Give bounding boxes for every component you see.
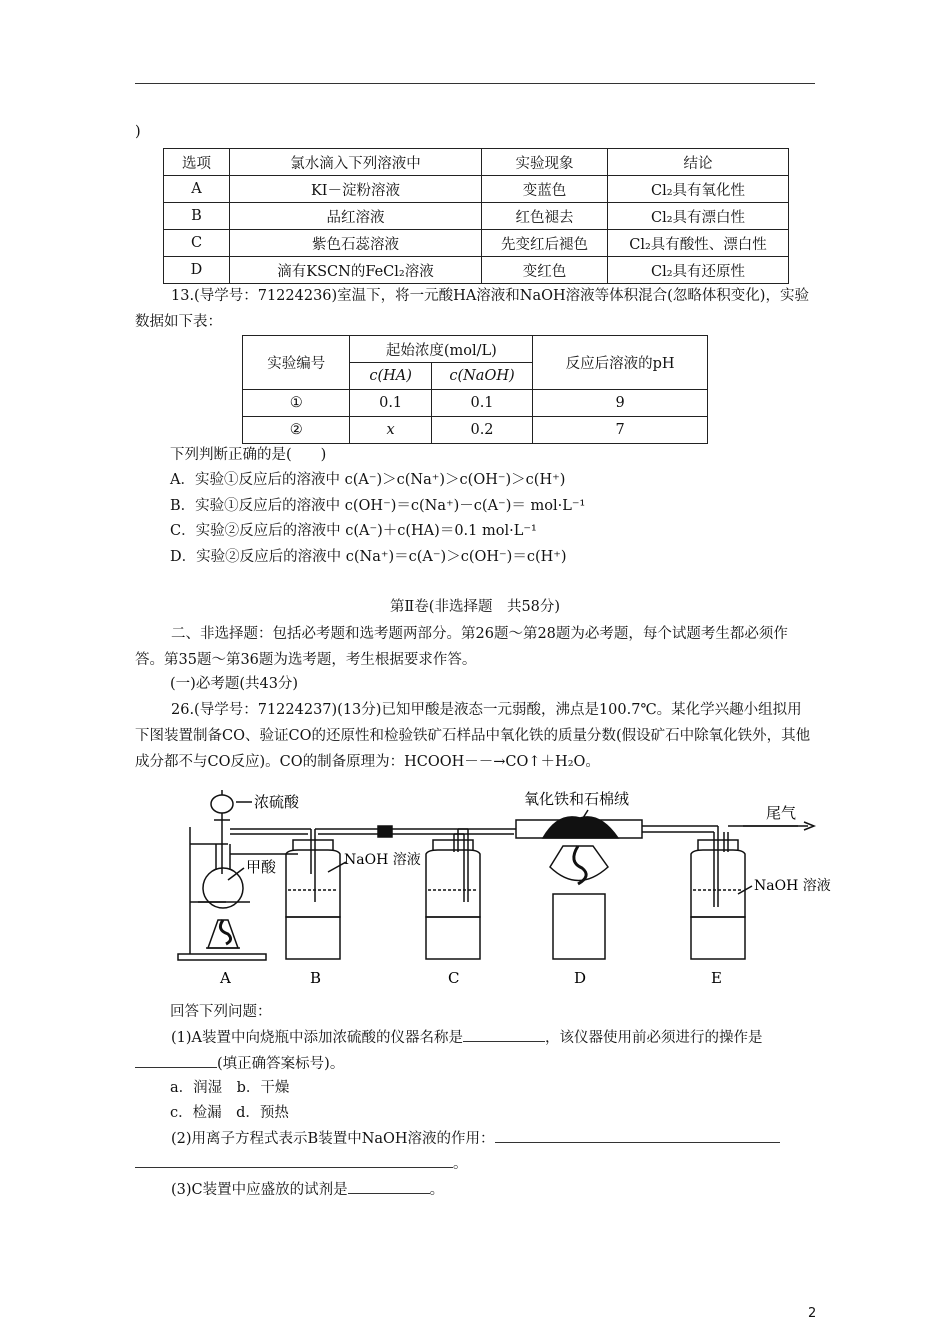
table-row	[164, 176, 789, 203]
table-row	[164, 257, 789, 284]
label-formic-acid: 甲酸	[246, 858, 277, 876]
table-header: 选项	[164, 149, 230, 176]
continuation-paren: )	[135, 124, 141, 140]
table-cell: x	[350, 417, 431, 444]
table-cell: 7	[533, 417, 708, 444]
part2-title: 第Ⅱ卷(非选择题 共58分)	[389, 599, 561, 615]
q13-option-b: B．实验①反应后的溶液中 c(OH⁻)＝c(Na⁺)－c(A⁻)＝ mol·L⁻¹	[170, 498, 586, 514]
table-header: 氯水滴入下列溶液中	[230, 149, 482, 176]
q26-p2-text: (2)用离子方程式表示B装置中NaOH溶液的作用：	[171, 1131, 495, 1147]
table-cell: 滴有KSCN的FeCl₂溶液	[230, 257, 482, 284]
table-row	[243, 417, 708, 444]
table-cell: Cl₂具有还原性	[608, 257, 789, 284]
q26-p1-text-a: (1)A装置中向烧瓶中添加浓硫酸的仪器名称是	[171, 1030, 464, 1046]
table-cell: 先变红后褪色	[482, 230, 608, 257]
q26-p2-end: 。	[453, 1156, 468, 1172]
q26-part2	[171, 1127, 780, 1148]
table-row	[164, 203, 789, 230]
gas-bottle-b	[286, 840, 340, 917]
q12-table	[163, 148, 789, 284]
q13-option-d: D．实验②反应后的溶液中 c(Na⁺)＝c(A⁻)＞c(OH⁻)＝c(H⁺)	[170, 549, 567, 565]
answer-blank-1[interactable]	[463, 1026, 545, 1042]
table-cell: 红色褪去	[482, 203, 608, 230]
table-row	[164, 149, 789, 176]
table-cell: 0.2	[431, 417, 532, 444]
q13-option-a: A．实验①反应后的溶液中 c(A⁻)＞c(Na⁺)＞c(OH⁻)＞c(H⁺)	[170, 472, 566, 488]
table-cell: 变蓝色	[482, 176, 608, 203]
q26-p1-options-cd: c．检漏 d．预热	[170, 1105, 289, 1121]
label-conc-acid: 浓硫酸	[254, 793, 300, 811]
letter-b: B	[310, 969, 322, 987]
table-header: 起始浓度(mol/L)	[350, 336, 533, 363]
q26-p3-end: 。	[429, 1182, 445, 1198]
table-cell: Cl₂具有氧化性	[608, 176, 789, 203]
table-header: c(NaOH)	[431, 363, 532, 390]
answer-blank-4[interactable]	[135, 1152, 453, 1168]
alcohol-lamp-d	[550, 846, 608, 881]
part2-sub: (一)必考题(共43分)	[170, 676, 299, 692]
answer-blank-2[interactable]	[135, 1052, 217, 1068]
gas-bottle-c	[426, 840, 480, 917]
q26-part3	[171, 1178, 444, 1199]
table-cell: Cl₂具有漂白性	[608, 203, 789, 230]
letter-c: C	[448, 969, 460, 987]
answer-blank-3[interactable]	[495, 1127, 780, 1143]
block-b	[286, 917, 340, 959]
stand-base	[178, 954, 266, 960]
table-cell: Cl₂具有酸性、漂白性	[608, 230, 789, 257]
q13-option-c: C．实验②反应后的溶液中 c(A⁻)＋c(HA)＝0.1 mol·L⁻¹	[170, 523, 537, 539]
q13-ask: 下列判断正确的是( )	[170, 447, 327, 463]
label-tail-gas: 尾气	[766, 804, 797, 822]
table-cell: 变红色	[482, 257, 608, 284]
letter-a: A	[220, 969, 231, 987]
q13-stem: 13.(导学号：71224236)室温下，将一元酸HA溶液和NaOH溶液等体积混合(忽略体积变化)，实验数据如下表：	[135, 288, 809, 330]
q26-answer-prompt: 回答下列问题：	[170, 1004, 272, 1020]
table-header: 实验编号	[243, 336, 350, 390]
table-cell: KI－淀粉溶液	[230, 176, 482, 203]
table-cell: C	[164, 230, 230, 257]
label-naoh-e: NaOH 溶液	[754, 878, 831, 894]
page-number: 2	[808, 1306, 817, 1321]
q26-part2-line2	[135, 1152, 468, 1173]
table-cell: ②	[243, 417, 350, 444]
table-header: c(HA)	[350, 363, 431, 390]
table-cell: 0.1	[431, 390, 532, 417]
q26-p1-text-b: ，该仪器使用前必须进行的操作是	[545, 1030, 763, 1046]
letter-d: D	[574, 969, 587, 987]
alcohol-lamp	[208, 920, 238, 948]
answer-blank-5[interactable]	[348, 1178, 430, 1194]
table-cell: 紫色石蕊溶液	[230, 230, 482, 257]
q26-p1-text-c: (填正确答案标号)。	[217, 1056, 345, 1072]
table-cell: A	[164, 176, 230, 203]
q26-stem: 26.(导学号：71224237)(13分)已知甲酸是液态一元弱酸，沸点是100.7℃。某化学兴趣小组拟用下图装置制备CO、验证CO的还原性和检验铁矿石样品中氧化铁的质量分数(假设矿石中除氧化铁外，其他成分都不与CO反应)。CO的制备原理为：HCOOH－－→CO↑＋H₂O。	[135, 702, 811, 770]
table-header: 反应后溶液的pH	[533, 336, 708, 390]
block-e	[691, 917, 745, 959]
table-header: 结论	[608, 149, 789, 176]
q13-table	[242, 335, 708, 444]
label-naoh-b: NaOH 溶液	[344, 852, 421, 868]
separatory-funnel	[211, 795, 233, 813]
header-rule	[135, 83, 815, 84]
table-row	[164, 230, 789, 257]
table-cell: D	[164, 257, 230, 284]
table-cell: ①	[243, 390, 350, 417]
table-cell: 9	[533, 390, 708, 417]
table-row	[243, 390, 708, 417]
table-cell: 品红溶液	[230, 203, 482, 230]
apparatus-figure	[168, 782, 848, 992]
q26-p1-options-ab: a．润湿 b．干燥	[170, 1080, 290, 1096]
part2-intro: 二、非选择题：包括必考题和选考题两部分。第26题～第28题为必考题，每个试题考生都必须作答。第35题～第36题为选考题，考生根据要求作答。	[135, 626, 788, 668]
q26-part1	[135, 1025, 815, 1077]
table-cell: B	[164, 203, 230, 230]
block-d	[553, 894, 605, 959]
label-fe2o3: 氧化铁和石棉绒	[524, 790, 630, 808]
q26-p3-text: (3)C装置中应盛放的试剂是	[171, 1182, 348, 1198]
letter-e: E	[711, 969, 722, 987]
table-row	[243, 336, 708, 363]
block-c	[426, 917, 480, 959]
table-cell: 0.1	[350, 390, 431, 417]
table-header: 实验现象	[482, 149, 608, 176]
